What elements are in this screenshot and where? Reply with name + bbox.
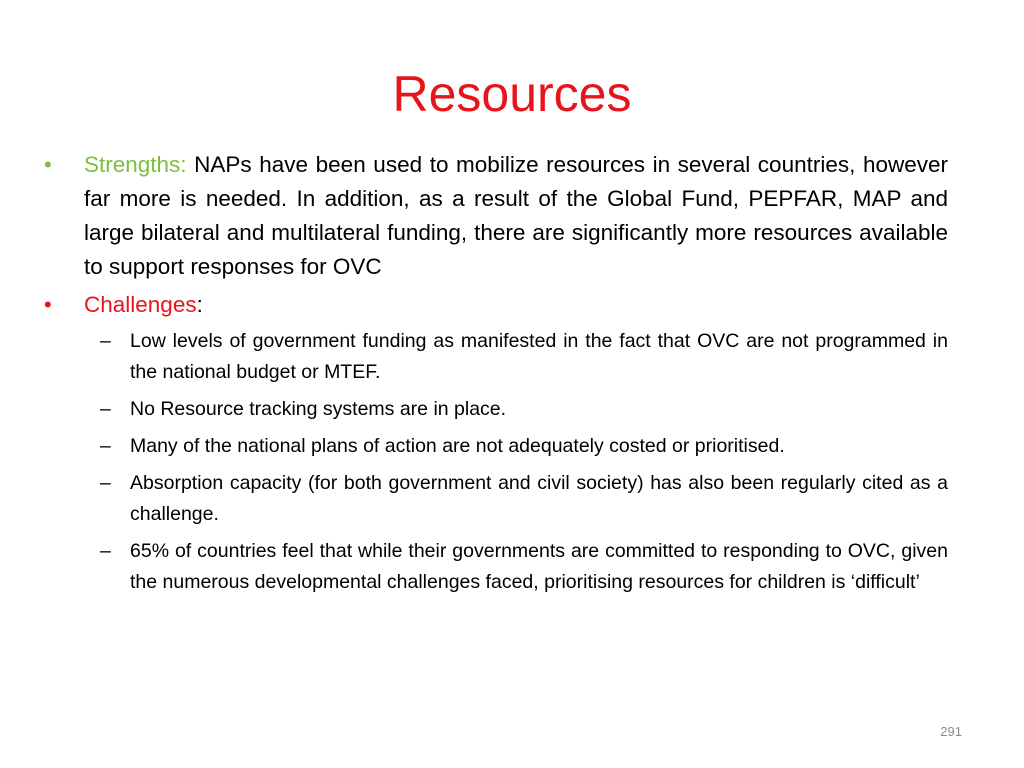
challenges-suffix: :	[196, 292, 203, 317]
challenge-item-text: Low levels of government funding as manifested in the fact that OVC are not programmed in the national budget or MTEF.	[130, 330, 948, 383]
slide-title: Resources	[392, 66, 632, 122]
dash-icon: –	[100, 330, 111, 352]
dash-icon: –	[100, 472, 111, 494]
page-number: 291	[940, 724, 962, 739]
challenge-item-text: Many of the national plans of action are not adequately costed or prioritised.	[130, 435, 785, 457]
challenges-bullet	[44, 288, 948, 322]
strengths-label: Strengths:	[84, 152, 187, 177]
dash-icon: –	[100, 398, 111, 420]
bullet-dot-icon: •	[44, 292, 52, 317]
challenges-list	[44, 326, 948, 598]
dash-icon: –	[100, 540, 111, 562]
challenge-item-text: Absorption capacity (for both government and civil society) has also been regularly cited as a challenge.	[130, 472, 948, 525]
challenges-label: Challenges	[84, 292, 197, 317]
dash-icon: –	[100, 435, 111, 457]
bullet-dot-icon: •	[44, 152, 52, 177]
slide-content	[44, 148, 948, 604]
list-item	[44, 536, 948, 598]
list-item	[44, 468, 948, 530]
challenge-item-text: No Resource tracking systems are in place.	[130, 398, 507, 420]
strengths-bullet	[44, 148, 948, 284]
challenge-item-text: 65% of countries feel that while their governments are committed to responding to OVC, given the numerous developmental challenges faced, prioritising resources for children is ‘difficult’	[130, 540, 948, 593]
strengths-text: NAPs have been used to mobilize resources in several countries, however far more is needed. In addition, as a result of the Global Fund, PEPFAR, MAP and large bilateral and multilateral funding, there are significantly more resources available to support responses for OVC	[84, 152, 948, 279]
list-item	[44, 326, 948, 388]
list-item	[44, 394, 948, 425]
list-item	[44, 431, 948, 462]
